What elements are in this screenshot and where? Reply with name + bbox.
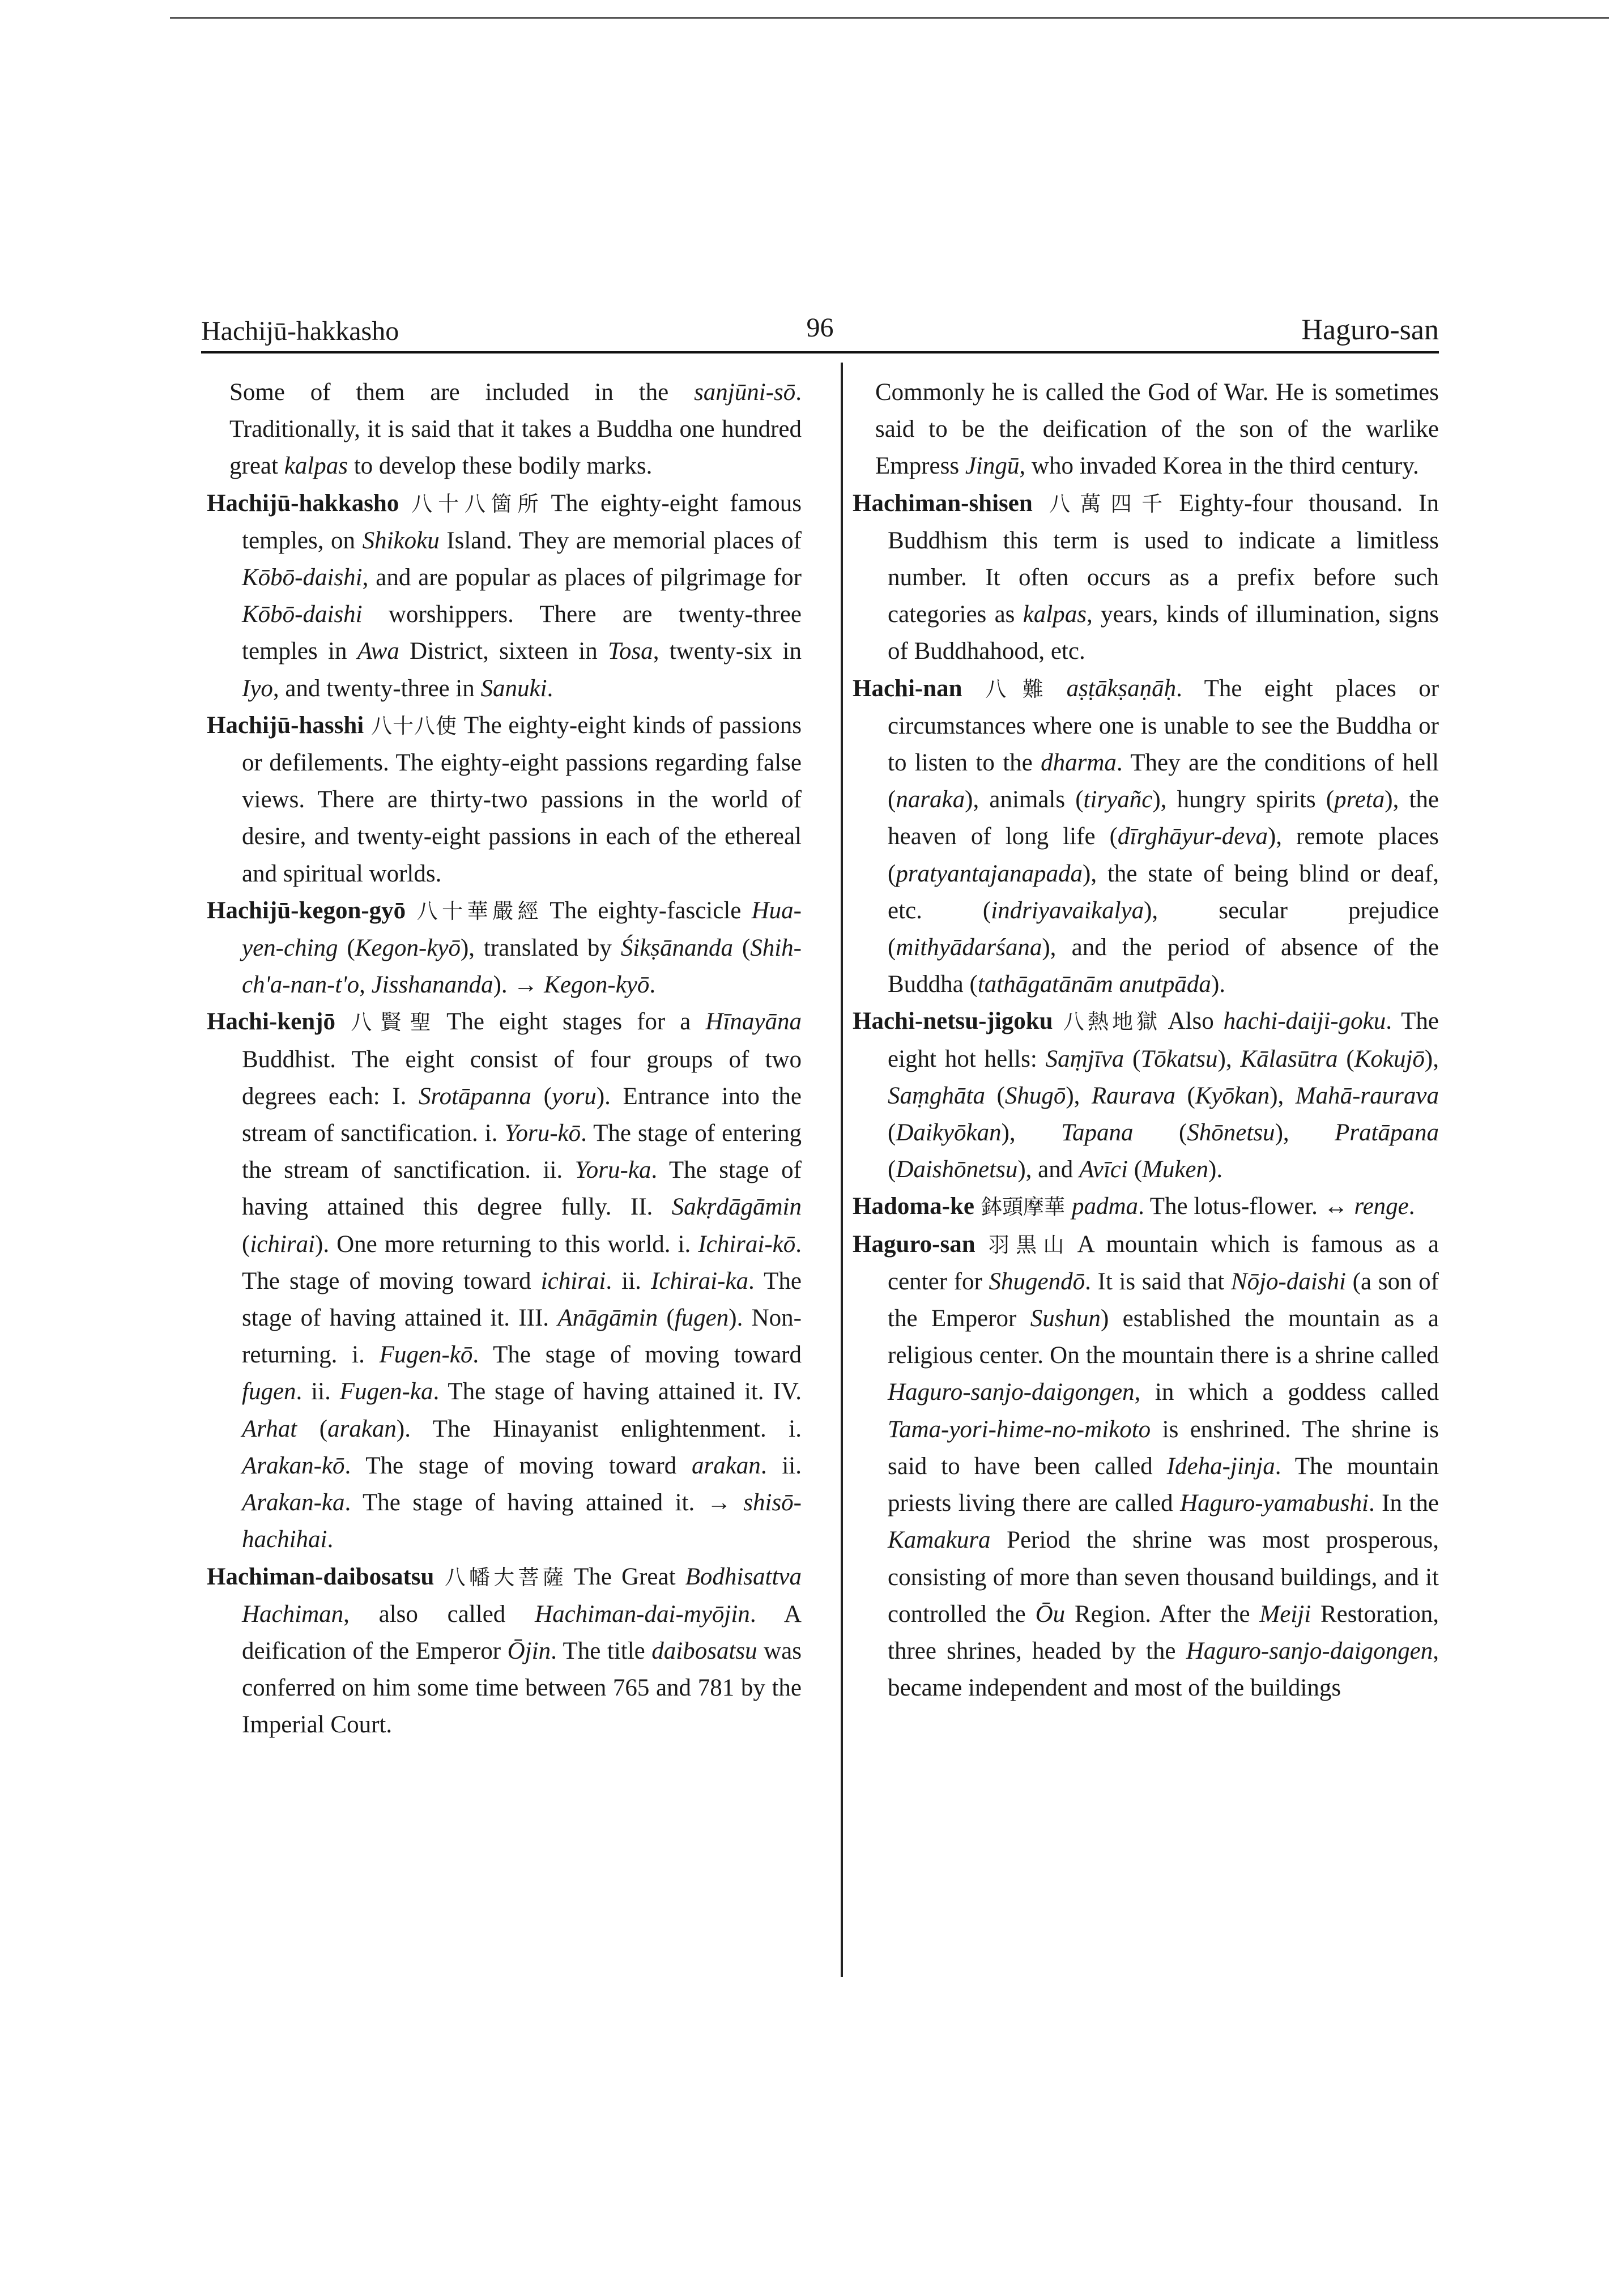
entry-headword: Hachi-nan (853, 675, 962, 702)
entry-definition: The Great Bodhisattva Hachiman, also called Hachiman-dai-myōjin. A deification of the Emperor Ōjin. The title daibosatsu was conferred on him some time between 765 and 781 by the Imperial Court. (242, 1563, 802, 1739)
dictionary-entry (207, 707, 802, 892)
entry-kanji: 八難 (969, 676, 1060, 701)
left-column (207, 374, 802, 1744)
entry-definition: padma. The lotus-flower. ↔ renge. (1072, 1193, 1415, 1220)
entry-definition: Eighty-four thousand. In Buddhism this term is used to indicate a limitless number. It often occurs as a prefix before such categories as kalpas, years, kinds of illumination, signs of Buddhahood, etc. (888, 489, 1439, 665)
entry-definition: The eighty-eight kinds of passions or defilements. The eighty-eight passions regarding false views. There are thirty-two passions in the world of desire, and twenty-eight passions in each of the ethereal and spiritual worlds. (242, 712, 802, 887)
entry-definition: A mountain which is famous as a center for Shugendō. It is said that Nōjo-daishi (a son of the Emperor Sushun) established the mountain as a religious center. On the mountain there is a shrine called Haguro-sanjo-daigongen, in which a goddess called Tama-yori-hime-no-mikoto is enshrined. The shrine is said to have been called Ideha-jinja. The mountain priests living there are called Haguro-yamabushi. In the Kamakura Period the shrine was most prosperous, consisting of more than seven thousand buildings, and it controlled the Ōu Region. After the Meiji Restoration, three shrines, headed by the Haguro-sanjo-daigongen, became independent and most of the buildings (888, 1230, 1439, 1702)
dictionary-entry (853, 1003, 1439, 1188)
entry-kanji: 八十八箇所 (406, 491, 544, 516)
entry-definition: Also hachi-daiji-goku. The eight hot hells: Saṃjīva (Tōkatsu), Kālasūtra (Kokujō), Saṃghāta (Shugō), Raurava (Kyōkan), Mahā-raurava (Daikyōkan), Tapana (Shōnetsu), Pratāpana (Daishōnetsu), and Avīci (Muken). (888, 1008, 1439, 1183)
entry-kanji: 八熱地獄 (1059, 1009, 1161, 1034)
dictionary-entry (853, 485, 1439, 670)
entry-kanji: 羽黒山 (982, 1232, 1071, 1257)
right-column (853, 374, 1439, 1706)
dictionary-entry (853, 1188, 1439, 1225)
scan-edge-line (170, 17, 1609, 19)
entry-headword: Hachijū-kegon-gyō (207, 897, 406, 924)
entry-kanji: 八萬四千 (1039, 491, 1173, 516)
entry-kanji: 八賢聖 (342, 1010, 440, 1035)
entry-headword: Hadoma-ke (853, 1193, 974, 1220)
dictionary-entry (207, 892, 802, 1004)
entry-definition: aṣṭākṣaṇāḥ. The eight places or circumstances where one is unable to see the Buddha or to listen to the dharma. They are the conditions of hell (naraka), animals (tiryañc), hungry spirits (preta), the heaven of long life (dīrghāyur-deva), remote places (pratyantajanapada), the state of being blind or deaf, etc. (indriyavaikalya), secular prejudice (mithyādarśana), and the period of absence of the Buddha (tathāgatānām anutpāda). (888, 675, 1439, 998)
entry-headword: Hachijū-hakkasho (207, 489, 399, 517)
header-left-guideword: Hachijū-hakkasho (201, 316, 399, 346)
entry-headword: Hachiman-shisen (853, 489, 1033, 517)
dictionary-entry (207, 1558, 802, 1744)
entry-kanji: 八幡大菩薩 (441, 1565, 568, 1590)
dictionary-entry (853, 1226, 1439, 1707)
dictionary-entry (207, 485, 802, 707)
header-rule (201, 351, 1439, 353)
column-divider (841, 363, 843, 1977)
entry-headword: Hachi-kenjō (207, 1008, 335, 1036)
entry-kanji: 鉢頭摩華 (981, 1195, 1065, 1220)
entry-headword: Haguro-san (853, 1230, 975, 1258)
entry-headword: Hachijū-hasshi (207, 712, 364, 739)
header-right-guideword: Haguro-san (1301, 314, 1439, 346)
dictionary-entry (207, 1003, 802, 1558)
entry-headword: Hachi-netsu-jigoku (853, 1008, 1053, 1035)
page-number: 96 (806, 313, 834, 343)
entry-kanji: 八十八使 (370, 713, 457, 738)
entry-definition: The eighty-eight famous temples, on Shikoku Island. They are memorial places of Kōbō-daishi, and are popular as places of pilgrimage for Kōbō-daishi worshippers. There are twenty-three temples in Awa District, sixteen in Tosa, twenty-six in Iyo, and twenty-three in Sanuki. (242, 489, 802, 702)
dictionary-entry (853, 670, 1439, 1003)
entry-kanji: 八十華嚴經 (412, 898, 543, 923)
entry-headword: Hachiman-daibosatsu (207, 1563, 434, 1590)
entry-continuation: Some of them are included in the sanjūni-sō. Traditionally, it is said that it takes a Buddha one hundred great kalpas to develop these bodily marks. (229, 379, 802, 480)
entry-continuation: Commonly he is called the God of War. He is sometimes said to be the deification of the son of the warlike Empress Jingū, who invaded Korea in the third century. (875, 379, 1439, 480)
running-header (201, 300, 1439, 351)
entry-definition: The eight stages for a Hīnayāna Buddhist. The eight consist of four groups of two degrees each: I. Srotāpanna (yoru). Entrance into the stream of sanctification. i. Yoru-kō. The stage of entering the stream of sanctification. ii. Yoru-ka. The stage of having attained this degree fully. II. Sakṛdāgāmin (ichirai). One more returning to this world. i. Ichirai-kō. The stage of moving toward ichirai. ii. Ichirai-ka. The stage of having attained it. III. Anāgāmin (fugen). Non-returning. i. Fugen-kō. The stage of moving toward fugen. ii. Fugen-ka. The stage of having attained it. IV. Arhat (arakan). The Hinayanist enlightenment. i. Arakan-kō. The stage of moving toward arakan. ii. Arakan-ka. The stage of having attained it. → shisō-hachihai. (242, 1008, 802, 1553)
entry-definition: The eighty-fascicle Hua-yen-ching (Kegon-kyō), translated by Śikṣānanda (Shih-ch'a-nan-t'o, Jisshananda). → Kegon-kyō. (242, 897, 802, 999)
